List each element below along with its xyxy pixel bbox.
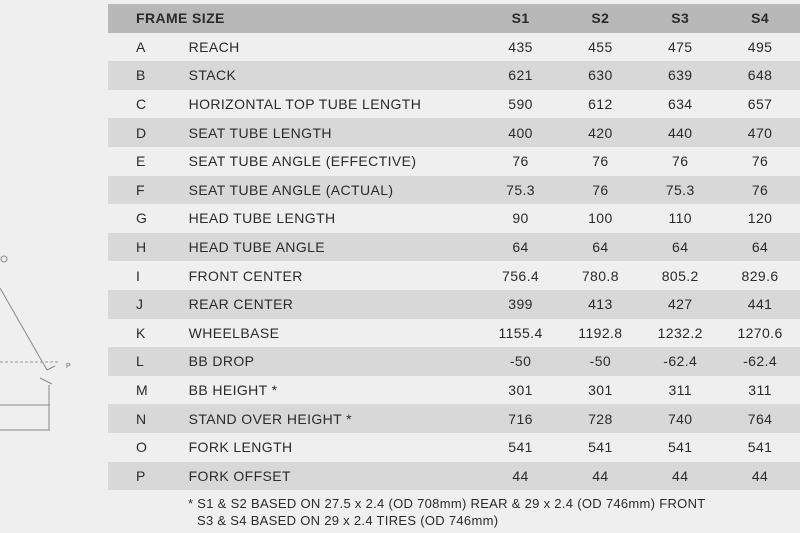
row-name: FRONT CENTER: [188, 267, 303, 284]
cell-value-s1: 435: [508, 38, 533, 55]
row-letter: H: [136, 239, 147, 256]
cell-value-s4: 1270.6: [737, 324, 783, 341]
cell-value-s3: 110: [668, 210, 692, 227]
cell-value-s4: 764: [747, 410, 773, 427]
table-row: [108, 90, 800, 119]
row-name: HORIZONTAL TOP TUBE LENGTH: [188, 96, 422, 113]
cell-value-s3: -62.4: [663, 353, 698, 370]
row-name: FORK LENGTH: [188, 439, 293, 456]
row-letter: N: [136, 410, 147, 427]
cell-value-s3: 440: [667, 124, 693, 141]
cell-value-s1: 44: [512, 467, 529, 484]
cell-value-s2: 420: [588, 124, 613, 141]
footnote-line-2: S3 & S4 BASED ON 29 x 2.4 TIRES (OD 746mm): [197, 513, 499, 528]
table-row: [108, 118, 800, 147]
row-name: HEAD TUBE LENGTH: [188, 210, 336, 227]
cell-value-s1: 1155.4: [498, 324, 543, 341]
row-letter: J: [136, 296, 144, 313]
footnote-line-1: * S1 & S2 BASED ON 27.5 x 2.4 (OD 708mm) REAR & 29 x 2.4 (OD 746mm) FRONT: [188, 496, 706, 511]
cell-value-s3: 1232.2: [657, 324, 703, 341]
cell-value-s2: 612: [588, 96, 613, 113]
row-name: FORK OFFSET: [188, 467, 291, 484]
cell-value-s4: 541: [747, 439, 773, 456]
cell-value-s3: 311: [668, 382, 692, 399]
cell-value-s2: -50: [589, 353, 612, 370]
row-letter: L: [136, 353, 145, 370]
cell-value-s2: 44: [592, 467, 609, 484]
cell-value-s2: 455: [588, 38, 613, 55]
cell-value-s3: 805.2: [661, 267, 699, 284]
cell-value-s3: 75.3: [665, 181, 695, 198]
header-size-s2: S2: [591, 10, 610, 27]
cell-value-s3: 639: [667, 67, 693, 84]
table-row: [108, 61, 800, 90]
cell-value-s1: 301: [508, 382, 533, 399]
cell-value-s2: 301: [588, 382, 613, 399]
cell-value-s4: -62.4: [743, 353, 778, 370]
row-letter: K: [136, 324, 146, 341]
header-frame-size: FRAME SIZE: [136, 10, 225, 27]
cell-value-s1: 64: [512, 239, 529, 256]
cell-value-s4: 829.6: [741, 267, 779, 284]
cell-value-s1: 590: [508, 96, 533, 113]
row-name: SEAT TUBE ANGLE (EFFECTIVE): [188, 153, 417, 170]
row-letter: G: [136, 210, 148, 227]
cell-value-s2: 630: [588, 67, 613, 84]
cell-value-s2: 413: [588, 296, 613, 313]
cell-value-s4: 657: [747, 96, 773, 113]
footnote: [188, 495, 706, 529]
cell-value-s4: 44: [751, 467, 769, 484]
cell-value-s3: 740: [667, 410, 693, 427]
cell-value-s2: 76: [592, 181, 609, 198]
row-name: REAR CENTER: [188, 296, 294, 313]
table-row: [108, 433, 800, 462]
cell-value-s4: 495: [747, 38, 773, 55]
cell-value-s3: 475: [667, 38, 693, 55]
frame-geometry-table: [108, 4, 800, 490]
cell-value-s1: 400: [508, 124, 533, 141]
table-row: [108, 319, 800, 348]
cell-value-s1: 541: [508, 439, 533, 456]
table-row: [108, 462, 800, 491]
row-name: STACK: [188, 67, 237, 84]
cell-value-s4: 311: [748, 382, 772, 399]
header-size-s1: S1: [511, 10, 530, 27]
table-row: [108, 376, 800, 405]
table-row: [108, 290, 800, 319]
cell-value-s1: 90: [512, 210, 529, 227]
cell-value-s1: 756.4: [502, 267, 540, 284]
cell-value-s1: 399: [508, 296, 533, 313]
cell-value-s3: 64: [672, 239, 689, 256]
row-name: WHEELBASE: [188, 324, 280, 341]
cell-value-s3: 44: [672, 467, 689, 484]
table-row: [108, 347, 800, 376]
row-name: SEAT TUBE ANGLE (ACTUAL): [188, 181, 394, 198]
table-row: [108, 233, 800, 262]
row-letter: M: [136, 382, 149, 399]
cell-value-s2: 780.8: [581, 267, 619, 284]
cell-value-s4: 76: [751, 181, 769, 198]
cell-value-s3: 634: [667, 96, 693, 113]
row-name: BB HEIGHT *: [188, 382, 278, 399]
cell-value-s3: 76: [672, 153, 689, 170]
row-name: REACH: [188, 38, 240, 55]
table-row: [108, 147, 800, 176]
cell-value-s1: 621: [508, 67, 533, 84]
row-name: HEAD TUBE ANGLE: [188, 239, 326, 256]
row-name: STAND OVER HEIGHT *: [188, 410, 353, 427]
cell-value-s2: 100: [588, 210, 613, 227]
cell-value-s3: 427: [667, 296, 693, 313]
table-row: [108, 204, 800, 233]
cell-value-s4: 76: [751, 153, 769, 170]
row-letter: F: [136, 181, 145, 198]
header-size-s3: S3: [671, 10, 690, 27]
row-name: BB DROP: [188, 353, 255, 370]
diagram-label-p: P: [66, 363, 71, 370]
cell-value-s4: 648: [747, 67, 773, 84]
row-letter: P: [136, 467, 146, 484]
table-row: [108, 261, 800, 290]
cell-value-s2: 1192.8: [578, 324, 623, 341]
row-letter: C: [136, 96, 147, 113]
row-letter: E: [136, 153, 146, 170]
cell-value-s4: 470: [747, 124, 773, 141]
frame-geometry-diagram: [0, 0, 108, 533]
row-letter: B: [136, 67, 146, 84]
table-header-row: [108, 4, 800, 33]
cell-value-s1: -50: [509, 353, 532, 370]
row-letter: A: [136, 38, 146, 55]
cell-value-s1: 716: [508, 410, 533, 427]
cell-value-s4: 120: [747, 210, 773, 227]
row-letter: I: [136, 267, 141, 284]
cell-value-s2: 64: [592, 239, 609, 256]
row-letter: D: [136, 124, 147, 141]
cell-value-s1: 76: [512, 153, 529, 170]
cell-value-s2: 728: [588, 410, 613, 427]
row-letter: O: [136, 439, 148, 456]
header-size-s4: S4: [751, 10, 770, 27]
cell-value-s2: 541: [588, 439, 613, 456]
cell-value-s3: 541: [667, 439, 693, 456]
cell-value-s4: 441: [747, 296, 773, 313]
cell-value-s2: 76: [592, 153, 609, 170]
cell-value-s1: 75.3: [506, 181, 535, 198]
table-row: [108, 33, 800, 62]
cell-value-s4: 64: [751, 239, 769, 256]
row-name: SEAT TUBE LENGTH: [188, 124, 332, 141]
table-row: [108, 176, 800, 205]
table-row: [108, 404, 800, 433]
